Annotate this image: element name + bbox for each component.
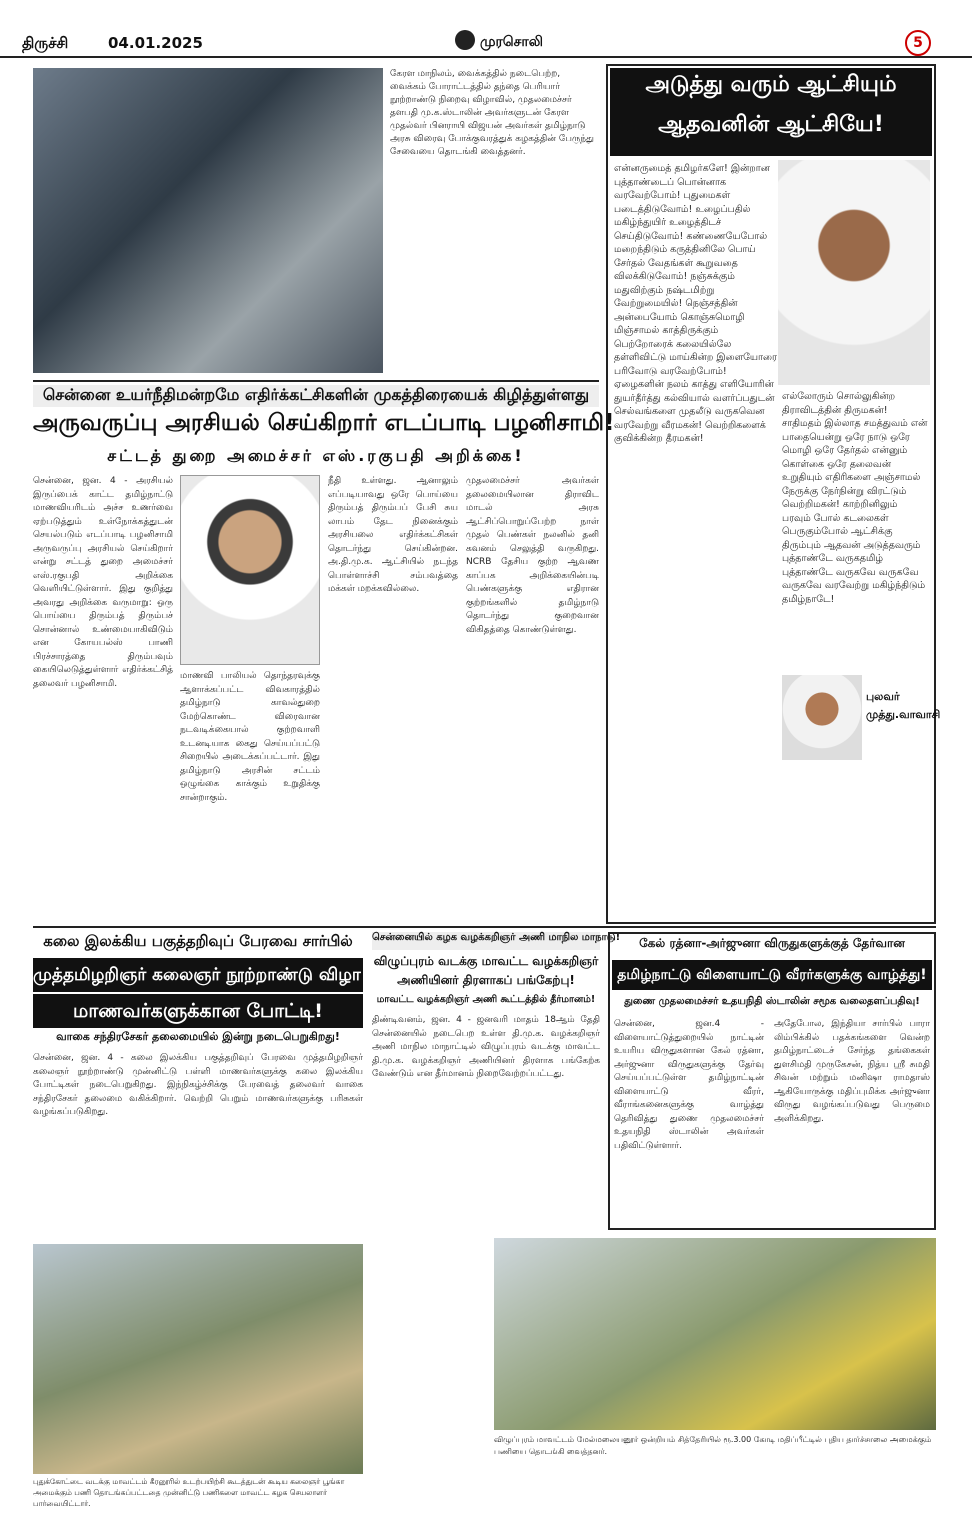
kalaignar-kicker: கலை இலக்கிய பகுத்தறிவுப் பேரவை சார்பில்	[43, 932, 353, 950]
poem-title-line-2: ஆதவனின் ஆட்சியே!	[658, 112, 884, 137]
minister-portrait	[180, 475, 320, 665]
sports-body-right: அதேபோல, இந்தியா சார்பில் பாரா லிம்பிக்கில் பதக்கங்களை வென்ற தமிழ்நாட்டைச் சேர்ந்த தங்கைகள் துளசிமதி முருகேசன், நித்ய ஸ்ரீ சுமதி சிவன் மற்றும் மனிஷா ராமதாஸ் ஆகியோருக்கு மதிப்புமிக்க அர்ஜுனா விருது வழங்கப்படுவது பெருமை அளிக்கிறது.	[774, 1019, 930, 1124]
main-story-headline: அருவருப்பு அரசியல் செய்கிறார் எடப்பாடி பழனிசாமி!	[33, 410, 615, 436]
sports-body-left: சென்னை, ஜன.4 - விளையாட்டுத்துறையில் நாட்டின் உயரிய விருதுகளான கேல் ரத்னா, அர்ஜுனா விருதுகளுக்கு தேர்வு செய்யப்பட்டுள்ள தமிழ்நாட்டின் விளையாட்டு வீரர், வீராங்கனைகளுக்கு வாழ்த்து தெரிவித்து துணை முதலமைச்சர் உதயநிதி ஸ்டாலின் அவர்கள் பதிவிட்டுள்ளார்.	[614, 1019, 764, 1151]
lawyers-body: திண்டிவனம், ஜன. 4 - ஜனவரி மாதம் 18ஆம் தேதி சென்னையில் நடைபெற உள்ள தி.மு.க. வழக்கறிஞர் அணி மாநில மாநாட்டில் விழுப்புரம் வடக்கு மாவட்ட தி.மு.க. வழக்கறிஞர் அணியினர் திரளாக பங்கேற்க வேண்டும் என தீர்மானம் நிறைவேற்றப்பட்டது.	[372, 1015, 600, 1079]
bus-launch-photo	[33, 68, 383, 373]
masthead-paper-name: முரசொலி	[480, 34, 543, 50]
lawyers-headline: விழுப்புரம் வடக்கு மாவட்ட வழக்கறிஞர் அணியினர் திரளாகப் பங்கேற்பு!	[373, 954, 599, 987]
main-story-column-4: முதலமைச்சர் அவர்கள் தலைமையிலான திராவிட மாடல் அரசு ஆட்சிப்பொறுப்பேற்ற நாள் முதல் பெண்கள் நலனில் தனி கவனம் செலுத்தி வருகிறது. NCRB தேசிய குற்ற ஆவண காப்பக அறிக்கையின்படி பெண்களுக்கு எதிரான குற்றங்களில் தமிழ்நாடு தொடர்ந்து குறைவான விகிதத்தை கொண்டுள்ளது.	[466, 476, 599, 635]
main-story-subhead: சட்டத் துறை அமைச்சர் எஸ்.ரகுபதி அறிக்கை!	[107, 446, 525, 465]
divider	[33, 926, 936, 928]
main-story-column-1: சென்னை, ஜன. 4 - அரசியல் இருப்பைக் காட்ட தமிழ்நாட்டு மாணவியரிடம் அச்ச உணர்வை ஏற்படுத்தும் உள்நோக்கத்துடன் செயல்படும் எடப்பாடி பழனிசாமி அருவருப்பு அரசியல் செய்கிறார் என்று சட்டத் துறை அமைச்சர் எஸ்.ரகுபதி அறிக்கை வெளியிட்டுள்ளார். இது குறித்து அவரது அறிக்கை வருமாறு: ஒரு பொய்யை திரும்பத் திரும்பச் சொன்னால் உண்மையாகிவிடும் என கோயபல்ஸ் பாணி பிரச்சாரத்தை திரும்பவும் கையிலெடுத்துள்ளார் எதிர்க்கட்சித் தலைவர் பழனிசாமி.	[33, 476, 173, 689]
masthead-city: திருச்சி	[22, 34, 69, 52]
kalaignar-headline-1: முத்தமிழறிஞர் கலைஞர் நூற்றாண்டு விழா!	[33, 958, 363, 992]
leader-portrait	[778, 160, 930, 385]
sports-kicker: கேல் ரத்னா-அர்ஜுனா விருதுகளுக்குத் தேர்வான	[639, 936, 905, 950]
divider	[33, 380, 599, 382]
park-inspection-photo	[33, 1244, 363, 1474]
road-work-photo	[494, 1238, 936, 1430]
lawyers-subhead: மாவட்ட வழக்கறிஞர் அணி கூட்டத்தில் தீர்மானம்!	[376, 994, 596, 1005]
masthead	[0, 0, 972, 58]
kalaignar-subhead: வாகை சந்திரசேகர் தலைமையில் இன்று நடைபெறுகிறது!	[56, 1030, 340, 1043]
main-story-column-3: நீதி உள்ளது. ஆனாலும் எப்படியாவது ஒரே பொய்யை திரும்பத் திரும்பப் பேசி சுய லாபம் தேட நினைக்கும் அரசியலை எதிர்க்கட்சிகள் தொடர்ந்து செய்கின்றன. அ.தி.மு.க. ஆட்சியில் நடந்த பொள்ளாச்சி சம்பவத்தை மக்கள் மறக்கவில்லை.	[328, 476, 458, 594]
poem-stanza-left: என்னருமைத் தமிழர்களே! இன்றான புத்தாண்டைப் பொன்னாக வரவேற்போம்! புதுமைகள் படைத்திடுவோம்! உழைப்பதில் மகிழ்ந்துயிர் உழைத்திடச் செய்திடுவோம்! கண்ணையேபோல் மறைந்திடும் கருத்தினிலே பொய் சேர்தல் வேதங்கள் கூறுவதை விலக்கிடுவோம்! நஞ்சுக்கும் மதுவிற்கும் நஷ்டமிற்று வேற்றுமையில்! நெஞ்சத்தின் அன்பையோம் கொஞ்சுமொழி மிஞ்சாமல் காத்திருக்கும் பெற்றோரைக் கலையில்லே தள்ளிவிட்டு மாய்கின்ற இளையோரை பரிவோடு வரவேற்போம்! ஏழைகளின் நலம் காத்து எளியோரின் துயர்தீர்த்து கல்வியால் வளர்ப்பதுடன் செல்வங்களை முதலீடு வருகவென வரவேற்று வீரமகன்! வெற்றிகளைக் குவிக்கின்ற தீரமகன்!	[614, 163, 777, 444]
kalaignar-headline-2: மாணவர்களுக்கான போட்டி!	[33, 994, 363, 1028]
murasoli-logo-icon	[455, 30, 475, 50]
poet-portrait	[782, 675, 862, 760]
poem-stanza-right: எல்லோரும் சொல்லுகின்ற திராவிடத்தின் திருமகன்! சாதிமதம் இல்லாத சமத்துவம் என் பாதையென்று ஒரே நாடு ஒரே மொழி ஒரே தேர்தல் என்னும் கொள்கை ஒரே தலைவன் உறுதியும் எதிரிகளை அஞ்சாமல் நேருக்கு நேர்நின்று விரட்டும் வெற்றிமகன்! காற்றினிலும் பரவும் போல் கடலைகள் பெருகும்போல் ஆட்சிக்கு திரும்பும் ஆதவன் அடுத்தவரும் புத்தாண்டே வருகதமிழ் புத்தாண்டே வருகவே வருகவே வருகவே வரவேற்று மகிழ்ந்திடும் தமிழ்நாடே!	[782, 391, 928, 605]
poem-title-line-1: அடுத்து வரும் ஆட்சியும்	[645, 72, 897, 97]
park-inspection-caption: புதுக்கோட்டை வடக்கு மாவட்டம் கீரனூரில் உடற்பயிற்சி கூடத்துடன் கூடிய கலைஞர் பூங்கா அமைக்கும் பணி தொடங்கப்பட்டதை முன்னிட்டு பணிகளை மாவட்ட கழக செயலாளர் பார்வையிட்டார்.	[33, 1477, 345, 1508]
main-story-column-2: மாணவி பாலியல் தொந்தரவுக்கு ஆளாக்கப்பட்ட விவகாரத்தில் தமிழ்நாடு காவல்துறை மேற்கொண்ட விரைவான நடவடிக்கையால் குற்றவாளி உடனடியாக கைது செய்யப்பட்டு சிறையில் அடைக்கப்பட்டார். இது தமிழ்நாடு அரசின் சட்டம் ஒழுங்கை காக்கும் உறுதிக்கு சான்றாகும்.	[180, 671, 320, 803]
poet-label: புலவர்	[866, 690, 900, 703]
bus-launch-caption: கேரள மாநிலம், வைக்கத்தில் நடைபெற்ற, வைக்கம் போராட்டத்தில் தந்தை பெரியார் நூற்றாண்டு நிறைவு விழாவில், முதலமைச்சர் தளபதி மு.க.ஸ்டாலின் அவர்களுடன் கேரள முதல்வர் பினராயி விஜயன் அவர்கள் தமிழ்நாடு அரசு விரைவு போக்குவரத்துக் கழகத்தின் பேருந்து சேவையை தொடங்கி வைத்தனர்.	[390, 69, 594, 157]
sports-subhead: துணை முதலமைச்சர் உதயநிதி ஸ்டாலின் சமூக வலைதளப்பதிவு!	[624, 996, 920, 1007]
lawyers-kicker: சென்னையில் கழக வழக்கறிஞர் அணி மாநில மாநாடு!	[372, 932, 600, 950]
road-work-caption: விழுப்புரம் மாவட்டம் மேல்மலையனூர் ஒன்றியம் சித்தேரியில் ரூ.3.00 கோடி மதிப்பீட்டில் புதிய தார்ச்சாலை அமைக்கும் பணியை தொடங்கி வைத்தனர்.	[494, 1435, 932, 1456]
main-story-kicker: சென்னை உயர்நீதிமன்றமே எதிர்க்கட்சிகளின் முகத்திரையைக் கிழித்துள்ளது	[33, 385, 599, 407]
poet-name: முத்து.வாவாசி	[866, 708, 941, 721]
page-number: 5	[905, 30, 931, 56]
kalaignar-body: சென்னை, ஜன. 4 - கலை இலக்கிய பகுத்தறிவுப் பேரவை முத்தமிழறிஞர் கலைஞர் நூற்றாண்டு முன்னிட்டு பள்ளி மாணவர்களுக்கு கலை இலக்கிய போட்டிகள் நடைபெறுகிறது. இந்நிகழ்ச்சிக்கு பேரவைத் தலைவர் வாகை சந்திரசேகர் தலைமை வகிக்கிறார். வெற்றி பெறும் மாணவர்களுக்கு பரிசுகள் வழங்கப்படுகிறது.	[33, 1053, 363, 1117]
masthead-date: 04.01.2025	[108, 34, 203, 52]
sports-headline: தமிழ்நாட்டு விளையாட்டு வீரர்களுக்கு வாழ்த்து!	[612, 960, 932, 990]
